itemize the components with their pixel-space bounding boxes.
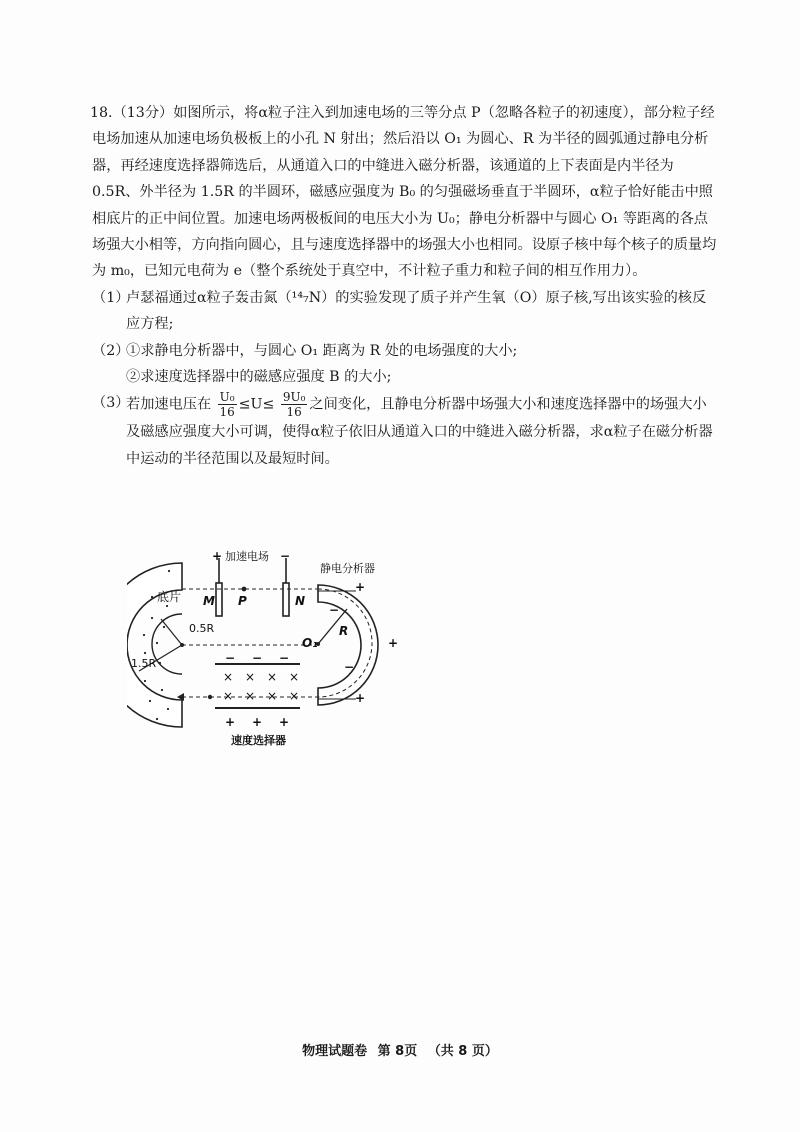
part-1	[92, 285, 720, 338]
b-field-cross: ×	[267, 689, 278, 703]
fraction-u0-16	[218, 390, 237, 419]
analyzer-plus-2: +	[388, 636, 399, 650]
accel-plus: +	[212, 549, 223, 563]
selector-minus-1: −	[225, 651, 236, 665]
analyzer-minus-2: −	[344, 660, 355, 674]
b-field-cross: ×	[267, 670, 278, 684]
question-number: 18.	[90, 105, 113, 121]
page-footer	[0, 1040, 800, 1059]
plate-M	[216, 583, 222, 616]
question-intro	[92, 100, 720, 285]
b-field-cross: ×	[289, 670, 300, 684]
part-2	[92, 338, 720, 391]
label-O1: O₁	[302, 636, 318, 650]
fraction-9u0-16	[281, 390, 308, 419]
footer-total: （共 8 页）	[427, 1044, 498, 1059]
b-field-cross: ×	[245, 689, 256, 703]
selector-plus-3: +	[279, 715, 290, 729]
footer-title: 物理试题卷	[302, 1044, 368, 1059]
part-3-text: 之间变化，且静电分析器中场强大小和速度选择器中的场强大小及磁感应强度大小可调，使得α粒子依旧从通道入口的中缝进入磁分析器，求α粒子在磁分析器中运动的半径范围以及最短时间。	[126, 396, 713, 467]
selector-minus-3: −	[279, 651, 290, 665]
fraction-denominator: 16	[286, 405, 302, 420]
part-1-number: （1）	[92, 289, 130, 306]
label-P: P	[238, 594, 247, 608]
analyzer-minus-1: −	[329, 603, 340, 617]
part-3-mid: ≤U≤	[238, 396, 275, 413]
label-R: R	[339, 624, 349, 638]
fraction-denominator: 16	[219, 405, 235, 420]
apparatus-svg	[127, 543, 417, 753]
label-inner-radius: 0.5R	[189, 622, 215, 635]
part-1-text: 卢瑟福通过α粒子轰击氮（¹⁴₇N）的实验发现了质子并产生氧（O）原子核,写出该实验的核反应方程;	[126, 289, 707, 333]
selector-plus-2: +	[252, 715, 263, 729]
question-points: （13分）	[112, 105, 174, 121]
selector-minus-2: −	[252, 651, 263, 665]
part-3	[92, 390, 720, 472]
electrostatic-analyzer	[318, 585, 378, 705]
b-field-cross: ×	[223, 670, 234, 684]
b-field-cross: ×	[289, 689, 300, 703]
fraction-numerator: U₀	[219, 390, 235, 405]
part-3-pre: 若加速电压在	[126, 396, 212, 413]
analyzer-plus-1: +	[355, 580, 366, 594]
part-2a-text: ①求静电分析器中，与圆心 O₁ 距离为 R 处的电场强度的大小;	[126, 342, 518, 359]
analyzer-plus-3: +	[355, 691, 366, 705]
film-label: 底片	[157, 590, 182, 604]
footer-page: 第 8页	[377, 1044, 418, 1059]
part-2b-text: ②求速度选择器中的磁感应强度 B 的大小;	[126, 369, 392, 386]
question-intro-text: 如图所示，将α粒子注入到加速电场的三等分点 P（忽略各粒子的初速度），部分粒子经电场加速从加速电场负极板上的小孔 N 射出；然后沿以 O₁ 为圆心、R 为半径的圆弧通过静电分析器，再经速度选择器筛选后，从通道入口的中缝进入磁分析器，该通道的上下表面是内半径为 0.5R、外半径为 1.5R 的半圆环，磁感应强度为 B₀ 的匀强磁场垂直于半圆环，α粒子恰好能击中照相底片的正中间位置。加速电场两极板间的电压大小为 U₀；静电分析器中与圆心 O₁ 等距离的各点场强大小相等，方向指向圆心，且与速度选择器中的场强大小也相同。设原子核中每个核子的质量均为 m₀，已知元电荷为 e（整个系统处于真空中，不计粒子重力和粒子间的相互作用力）。	[92, 105, 717, 280]
accel-field-label: 加速电场	[225, 550, 269, 563]
label-M: M	[203, 594, 215, 608]
magnetic-analyzer	[127, 563, 182, 727]
selector-plus-1: +	[225, 715, 236, 729]
b-field-cross: ×	[223, 689, 234, 703]
accel-minus: −	[280, 549, 291, 563]
plate-N	[283, 583, 289, 616]
velocity-selector-label: 速度选择器	[231, 734, 286, 747]
part-3-number: （3）	[92, 395, 130, 412]
part-2-number: （2）	[92, 342, 130, 359]
label-N: N	[295, 594, 306, 608]
apparatus-diagram	[127, 543, 417, 753]
question-18	[92, 100, 720, 472]
electrostatic-label: 静电分析器	[320, 562, 375, 575]
fraction-numerator: 9U₀	[282, 390, 306, 405]
label-outer-radius: 1.5R	[131, 657, 157, 670]
b-field-cross: ×	[245, 670, 256, 684]
